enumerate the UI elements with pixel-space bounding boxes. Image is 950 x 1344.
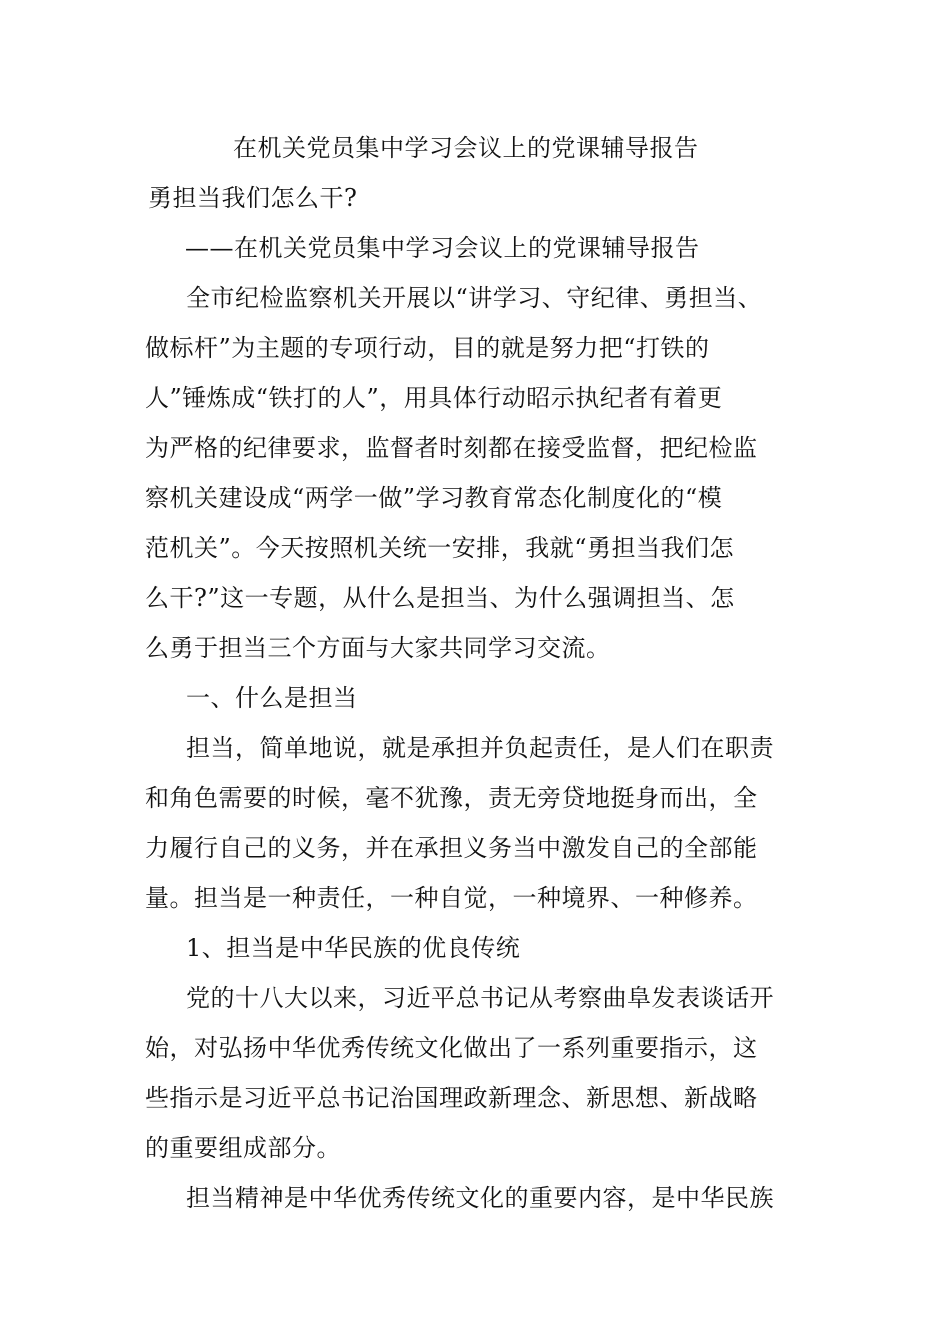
paragraph-line: 人”锤炼成“铁打的人”，用具体行动昭示执纪者有着更 (145, 384, 723, 412)
paragraph-line: 力履行自己的义务，并在承担义务当中激发自己的全部能 (145, 834, 758, 862)
main-title: 勇担当我们怎么干? (148, 184, 358, 212)
section-heading: 一、什么是担当 (186, 684, 358, 712)
paragraph-line: 察机关建设成“两学一做”学习教育常态化制度化的“模 (145, 484, 723, 512)
paragraph-line: 为严格的纪律要求，监督者时刻都在接受监督，把纪检监 (145, 434, 758, 462)
paragraph-line: 担当精神是中华优秀传统文化的重要内容，是中华民族 (186, 1184, 774, 1212)
paragraph-line: 些指示是习近平总书记治国理政新理念、新思想、新战略 (145, 1084, 758, 1112)
paragraph-line: 做标杆”为主题的专项行动，目的就是努力把“打铁的 (145, 334, 710, 362)
paragraph-line: 始，对弘扬中华优秀传统文化做出了一系列重要指示，这 (145, 1034, 758, 1062)
paragraph-line: 和角色需要的时候，毫不犹豫，责无旁贷地挺身而出，全 (145, 784, 758, 812)
subsection-heading: 1、担当是中华民族的优良传统 (186, 934, 521, 962)
paragraph-line: 么勇于担当三个方面与大家共同学习交流。 (145, 634, 611, 662)
paragraph-line: 党的十八大以来，习近平总书记从考察曲阜发表谈话开 (186, 984, 774, 1012)
paragraph-line: 全市纪检监察机关开展以“讲学习、守纪律、勇担当、 (186, 284, 763, 312)
paragraph-line: 担当，简单地说，就是承担并负起责任，是人们在职责 (186, 734, 774, 762)
subtitle: ——在机关党员集中学习会议上的党课辅导报告 (185, 234, 700, 262)
header-title: 在机关党员集中学习会议上的党课辅导报告 (233, 134, 699, 162)
paragraph-line: 量。担当是一种责任，一种自觉，一种境界、一种修养。 (145, 884, 758, 912)
paragraph-line: 的重要组成部分。 (145, 1134, 341, 1162)
paragraph-line: 么干?”这一专题，从什么是担当、为什么强调担当、怎 (145, 584, 735, 612)
paragraph-line: 范机关”。今天按照机关统一安排，我就“勇担当我们怎 (145, 534, 735, 562)
